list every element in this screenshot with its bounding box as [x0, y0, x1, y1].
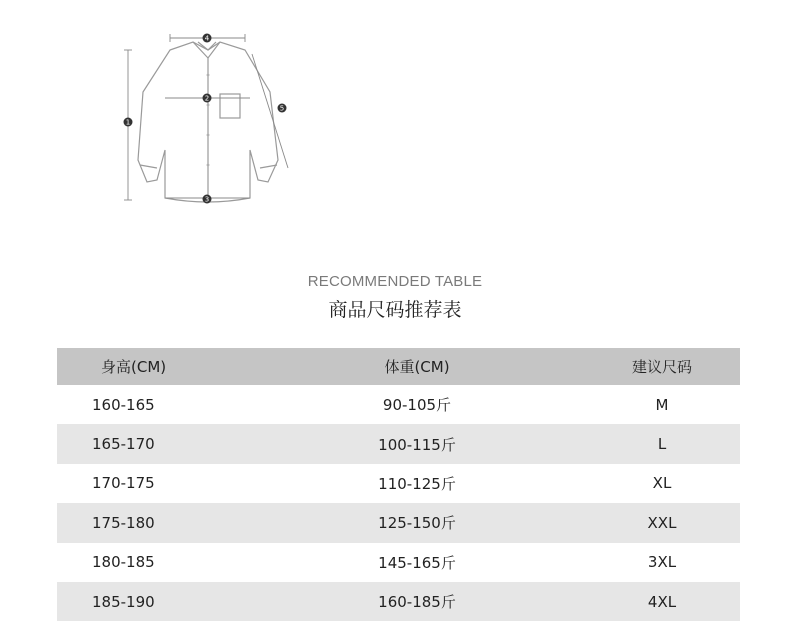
marker-1-label: 1	[125, 118, 131, 127]
table-row	[57, 385, 740, 424]
height-cell: 175-180	[92, 513, 155, 532]
height-cell: 185-190	[92, 592, 155, 611]
marker-4-label: 4	[204, 34, 210, 43]
height-cell: 160-165	[92, 395, 155, 414]
height-cell: 170-175	[92, 474, 155, 493]
table-header	[57, 348, 740, 385]
marker-5-label: 5	[279, 104, 285, 113]
weight-cell: 160-185斤	[378, 593, 456, 612]
marker-2-label: 2	[204, 94, 210, 103]
height-cell: 165-170	[92, 435, 155, 454]
table-row	[57, 503, 740, 542]
table-row	[57, 424, 740, 463]
weight-cell: 125-150斤	[378, 514, 456, 533]
weight-cell: 90-105斤	[382, 396, 452, 415]
header-height: 身高(CM)	[101, 358, 167, 376]
shirt-icon	[110, 20, 320, 220]
size-cell: XL	[652, 474, 672, 493]
size-table	[57, 348, 740, 621]
weight-cell: 145-165斤	[378, 553, 456, 572]
title-chinese: 商品尺码推荐表	[328, 299, 462, 321]
size-cell: XXL	[647, 513, 677, 532]
table-row	[57, 582, 740, 621]
size-cell: 4XL	[647, 592, 677, 611]
size-cell: L	[657, 435, 667, 454]
table-row	[57, 464, 740, 503]
table-row	[57, 543, 740, 582]
title-english: RECOMMENDED TABLE	[307, 273, 483, 290]
shirt-measurement-diagram	[110, 20, 320, 220]
size-cell: 3XL	[647, 553, 677, 572]
header-size: 建议尺码	[631, 358, 692, 376]
header-weight: 体重(CM)	[384, 358, 450, 376]
size-cell: M	[655, 395, 669, 414]
marker-3-label: 3	[204, 195, 210, 204]
weight-cell: 110-125斤	[378, 474, 456, 493]
height-cell: 180-185	[92, 553, 155, 572]
weight-cell: 100-115斤	[378, 435, 456, 454]
